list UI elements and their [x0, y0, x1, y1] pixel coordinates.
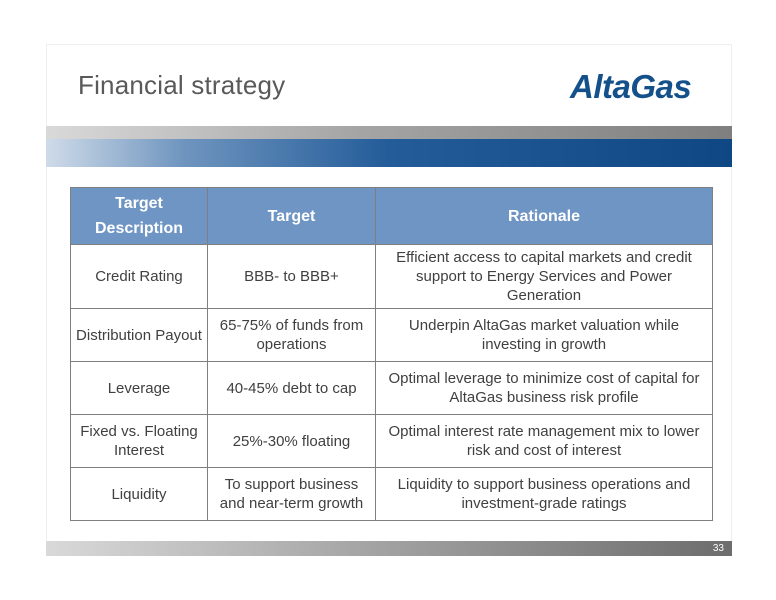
table-row [71, 415, 713, 468]
cell-target: To support business and near-term growth [208, 468, 376, 521]
page-number: 33 [712, 543, 724, 554]
cell-description: Credit Rating [71, 245, 208, 309]
cell-description: Leverage [71, 362, 208, 415]
cell-target: 25%-30% floating [208, 415, 376, 468]
cell-target: 40-45% debt to cap [208, 362, 376, 415]
cell-rationale: Liquidity to support business operations and investment-grade ratings [376, 468, 713, 521]
cell-target: 65-75% of funds from operations [208, 309, 376, 362]
table-row [71, 468, 713, 521]
header-gray-band [46, 126, 732, 139]
table-header-row [71, 188, 713, 245]
cell-description: Fixed vs. Floating Interest [71, 415, 208, 468]
cell-target: BBB- to BBB+ [208, 245, 376, 309]
financial-strategy-table [70, 187, 713, 521]
cell-rationale: Optimal interest rate management mix to lower risk and cost of interest [376, 415, 713, 468]
header-target-description: Target Description [71, 188, 208, 245]
slide-title: Financial strategy [78, 70, 286, 100]
cell-description: Distribution Payout [71, 309, 208, 362]
table-row [71, 309, 713, 362]
cell-description: Liquidity [71, 468, 208, 521]
cell-rationale: Optimal leverage to minimize cost of capital for AltaGas business risk profile [376, 362, 713, 415]
header-target: Target [208, 188, 376, 245]
header-rationale: Rationale [376, 188, 713, 245]
cell-rationale: Efficient access to capital markets and credit support to Energy Services and Power Generation [376, 245, 713, 309]
table-row [71, 362, 713, 415]
table-row [71, 245, 713, 309]
cell-rationale: Underpin AltaGas market valuation while investing in growth [376, 309, 713, 362]
altagas-logo: AltaGas [570, 68, 692, 105]
footer-gray-band [46, 541, 732, 556]
header-blue-band [46, 139, 732, 167]
